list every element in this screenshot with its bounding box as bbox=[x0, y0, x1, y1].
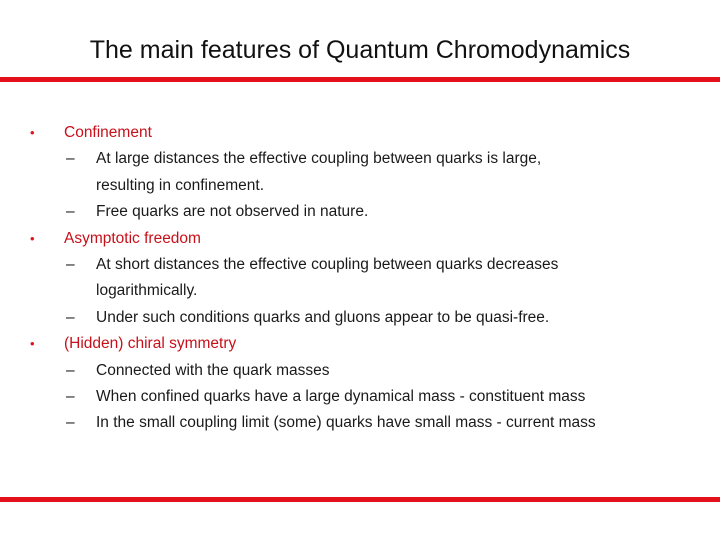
slide-title: The main features of Quantum Chromodynamics bbox=[89, 36, 631, 64]
sub-list-item bbox=[30, 410, 700, 436]
list-item bbox=[30, 226, 700, 252]
dash-icon: – bbox=[66, 388, 75, 406]
dash-icon: – bbox=[66, 308, 75, 326]
dash-icon: – bbox=[66, 203, 75, 221]
sub-list-item bbox=[30, 305, 700, 331]
dash-icon: – bbox=[66, 361, 75, 379]
list-item bbox=[30, 120, 700, 146]
sub-item-text: In the small coupling limit (some) quarks have small mass - current mass bbox=[96, 414, 596, 432]
dash-icon: – bbox=[66, 256, 75, 274]
sub-item-text: Free quarks are not observed in nature. bbox=[96, 203, 369, 221]
sub-list-item bbox=[30, 384, 700, 410]
dash-icon: – bbox=[66, 414, 75, 432]
sub-list-item bbox=[30, 358, 700, 384]
item-heading: Asymptotic freedom bbox=[64, 229, 201, 247]
bottom-divider bbox=[0, 497, 720, 502]
sub-item-text: Connected with the quark masses bbox=[96, 361, 330, 379]
sub-item-text: logarithmically. bbox=[96, 282, 198, 300]
sub-item-text: At large distances the effective coupling between quarks is large, bbox=[96, 150, 542, 168]
sub-item-text: At short distances the effective coupling between quarks decreases bbox=[96, 256, 559, 274]
item-heading: Confinement bbox=[64, 124, 152, 141]
dash-icon: – bbox=[66, 150, 75, 168]
item-heading: (Hidden) chiral symmetry bbox=[64, 335, 237, 353]
bullet-list bbox=[30, 120, 700, 437]
sub-list-item bbox=[30, 199, 700, 225]
sub-item-text: When confined quarks have a large dynamical mass - constituent mass bbox=[96, 388, 586, 406]
list-item bbox=[30, 331, 700, 357]
top-divider bbox=[0, 77, 720, 82]
sub-list-item bbox=[30, 252, 700, 305]
bullet-icon: • bbox=[30, 230, 35, 246]
sub-item-text: Under such conditions quarks and gluons appear to be quasi-free. bbox=[96, 308, 550, 326]
sub-item-text: resulting in confinement. bbox=[96, 176, 265, 194]
bullet-icon: • bbox=[30, 125, 35, 140]
bullet-icon: • bbox=[30, 336, 35, 352]
sub-list-item bbox=[30, 146, 700, 199]
